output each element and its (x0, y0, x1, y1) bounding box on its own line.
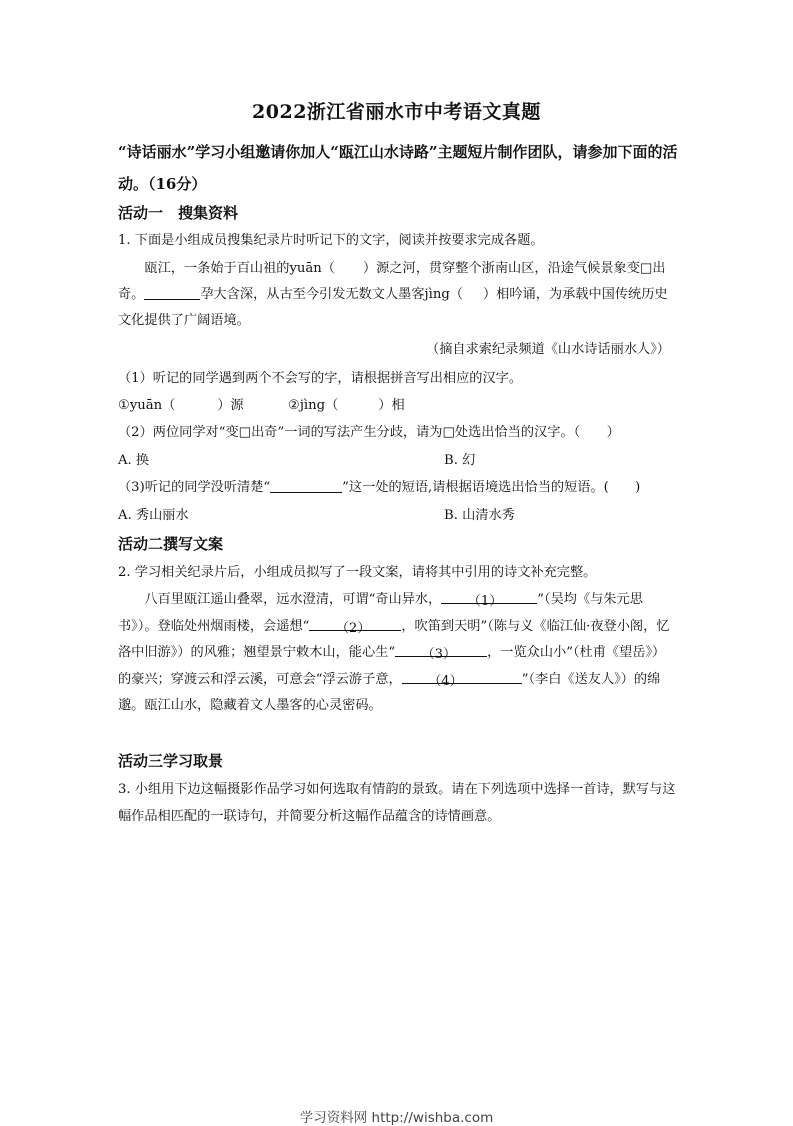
question1-stem: 1. 下面是小组成员搜集纪录片时听记下的文字，阅读并按要求完成各题。 (118, 233, 544, 248)
sub-question-3 (118, 477, 680, 499)
passage-part-d: ）相吟诵，为承载中国传统历史文化提供了广阔语境。 (118, 287, 668, 328)
footer-watermark: 学习资料网 http://wishba.com (299, 1110, 494, 1126)
activity2-heading: 活动二撰写文案 (118, 535, 224, 553)
copy-part-4: ，一览众山小”（杜甫《望岳》）的豪兴；穿渡云和浮云溪，可意会“浮云游子意， (118, 645, 666, 687)
passage-part-a: 瓯江，一条始于百山祖的yuān（ (144, 261, 335, 276)
blank-2 (309, 616, 401, 636)
option-a-huan: A. 换 (118, 453, 150, 468)
sub-question-1-answers (118, 395, 680, 417)
option-b-huan2: B. 幻 (444, 453, 476, 468)
blank-3-label: （3） (421, 647, 457, 662)
activity3-heading: 活动三学习取景 (118, 752, 224, 770)
passage-part-c: 孕大含深，从古至今引发无数文人墨客jìng（ (200, 287, 463, 302)
copy-part-2: ”（吴均《与朱元思书》）。登临处州烟雨楼，会遥想“ (118, 592, 643, 634)
passage-source: （摘自求索纪录频道《山水诗话丽水人》） (426, 342, 670, 357)
intro-text: “诗话丽水”学习小组邀请你加人“瓯江山水诗路”主题短片制作团队，请参加下面的活动。（16分） (118, 143, 678, 193)
passage-blank (144, 285, 200, 300)
sub-question-3-part-b: ”这一处的短语,请根据语境选出恰当的短语。( ) (342, 480, 641, 495)
option-a-xiushan: A. 秀山丽水 (118, 508, 189, 523)
blank-4-label: （4） (428, 673, 463, 689)
question2-stem: 2. 学习相关纪录片后，小组成员拟写了一段文案，请将其中引用的诗文补充完整。 (118, 565, 597, 580)
blank-1-label: （1） (467, 594, 503, 609)
sub-question-3-options (118, 505, 680, 527)
sub-question-2: （2）两位同学对“变□出奇”一词的写法产生分歧，请为□处选出恰当的汉字。（ ） (118, 425, 620, 440)
passage (118, 256, 678, 334)
copywriting-paragraph (118, 587, 678, 720)
blank-2-label: （2） (335, 620, 371, 636)
answer-yuan-a: ①yuān（ (118, 398, 176, 413)
sub-question-3-blank (270, 478, 342, 493)
answer-jing-b: ）相 (378, 398, 405, 413)
passage-part-b: ）源之河，贯穿整个浙南山区，沿途气候景象变□出奇。 (118, 261, 666, 302)
sub-question-1: （1）听记的同学遇到两个不会写的字，请根据拼音写出相应的汉字。 (118, 371, 523, 386)
activity1-heading: 活动一 搜集资料 (118, 204, 239, 222)
question3-text: 3. 小组用下边这幅摄影作品学习如何选取有情韵的景致。请在下列选项中选择一首诗，默写与这幅作品相匹配的一联诗句，并简要分析这幅作品蕴含的诗情画意。 (118, 782, 676, 824)
option-b-shanqing: B. 山清水秀 (444, 508, 515, 523)
answer-jing-a: ②jìng（ (288, 398, 339, 413)
copy-part-5: ”（李白《送友人》）的绵邈。瓯江山水，隐藏着文人墨客的心灵密码。 (118, 671, 661, 713)
blank-4 (402, 669, 522, 689)
answer-yuan-b: ）源 (217, 398, 244, 413)
blank-3 (395, 642, 487, 662)
copy-part-1: 八百里瓯江遥山叠翠，远水澄清，可谓“奇山异水， (144, 592, 442, 607)
sub-question-2-options (118, 450, 680, 472)
page-title: 2022浙江省丽水市中考语文真题 (252, 101, 541, 123)
sub-question-3-part-a: （3)听记的同学没听清楚“ (118, 480, 271, 495)
copy-part-3: ，吹笛到天明”（陈与义《临江仙·夜登小阁，忆洛中旧游》）的风雅；翘望景宁敕木山，能心生“ (118, 618, 670, 660)
blank-1 (441, 589, 537, 609)
